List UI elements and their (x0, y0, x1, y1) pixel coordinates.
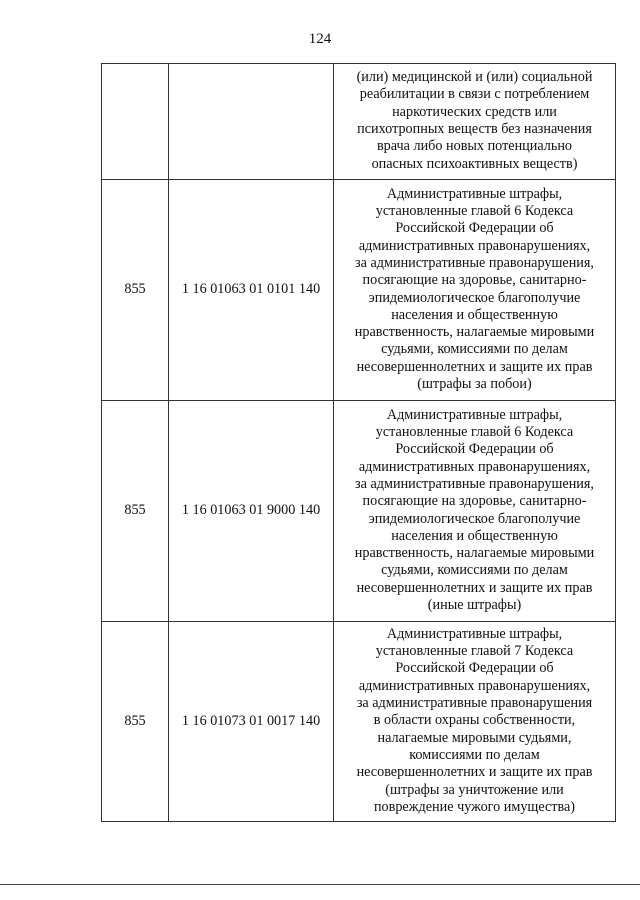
budget-classification-code-cell: 1 16 01063 01 0101 140 (169, 180, 334, 401)
admin-code-cell (102, 64, 169, 180)
admin-code-cell: 855 (102, 180, 169, 401)
budget-classification-code-cell: 1 16 01073 01 0017 140 (169, 622, 334, 822)
budget-classification-code-cell: 1 16 01063 01 9000 140 (169, 401, 334, 622)
description-cell: Административные штрафы, установленные главой 7 Кодекса Российской Федерации об административных правонарушениях, за административные правонарушения в области охраны собственности, налагаемые мировыми судьями, комиссиями по делам несовершеннолетних и защите их прав (штрафы за уничтожение или повреждение чужого имущества) (334, 622, 616, 822)
table-row (102, 180, 616, 401)
page-bottom-divider (0, 884, 640, 885)
description-cell: Административные штрафы, установленные главой 6 Кодекса Российской Федерации об административных правонарушениях, за административные правонарушения, посягающие на здоровье, санитарно- эпидемиологическое благополучие населения и общественную нравственность, налагаемые мировыми судьями, комиссиями по делам несовершеннолетних и защите их прав (штрафы за побои) (334, 180, 616, 401)
budget-classification-code-cell (169, 64, 334, 180)
description-cell: Административные штрафы, установленные главой 6 Кодекса Российской Федерации об административных правонарушениях, за административные правонарушения, посягающие на здоровье, санитарно- эпидемиологическое благополучие населения и общественную нравственность, налагаемые мировыми судьями, комиссиями по делам несовершеннолетних и защите их прав (иные штрафы) (334, 401, 616, 622)
revenue-code-table (101, 63, 616, 822)
admin-code-cell: 855 (102, 622, 169, 822)
table-row (102, 622, 616, 822)
table-row (102, 64, 616, 180)
table-row (102, 401, 616, 622)
page-number: 124 (308, 31, 332, 47)
description-cell: (или) медицинской и (или) социальной реабилитации в связи с потреблением наркотических средств или психотропных веществ без назначения врача либо новых потенциально опасных психоактивных веществ) (334, 64, 616, 180)
admin-code-cell: 855 (102, 401, 169, 622)
